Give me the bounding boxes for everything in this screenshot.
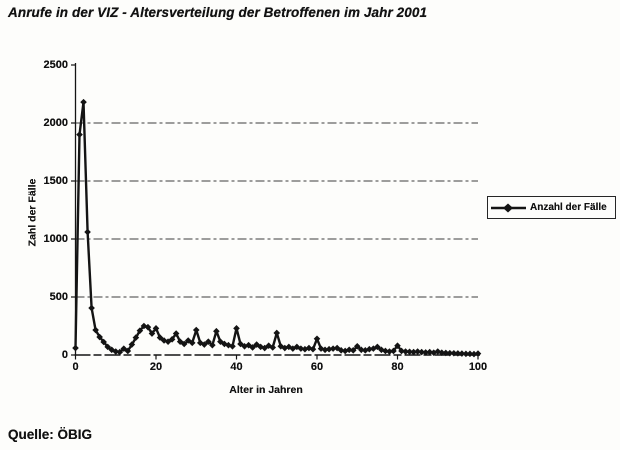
y-tick-label: 2500: [43, 59, 68, 71]
source-note: Quelle: ÖBIG: [8, 427, 93, 442]
series-line: [76, 102, 479, 354]
axes: [71, 63, 480, 360]
y-tick-label: 1000: [43, 233, 68, 245]
x-axis-title: Alter in Jahren: [229, 384, 303, 396]
y-tick-label: 500: [49, 291, 68, 303]
x-tick-label: 100: [468, 361, 488, 373]
legend-label: Anzahl der Fälle: [530, 202, 607, 213]
legend-series-marker-icon: [490, 202, 528, 214]
x-tick-label: 80: [391, 361, 404, 373]
y-tick-label: 1500: [43, 175, 68, 187]
x-tick-label: 20: [149, 361, 163, 373]
y-tick-label: 0: [61, 349, 68, 361]
x-tick-label: 40: [230, 361, 243, 373]
x-tick-label: 60: [310, 361, 324, 373]
gridlines: [76, 123, 479, 297]
x-tick-label: 0: [72, 361, 79, 373]
chart-title: Anrufe in der VIZ - Altersverteilung der Betroffenen im Jahr 2001: [8, 5, 428, 20]
y-axis-title: Zahl der Fälle: [26, 178, 39, 247]
series-markers: [72, 99, 481, 358]
legend: [487, 196, 616, 219]
y-tick-label: 2000: [43, 117, 68, 129]
